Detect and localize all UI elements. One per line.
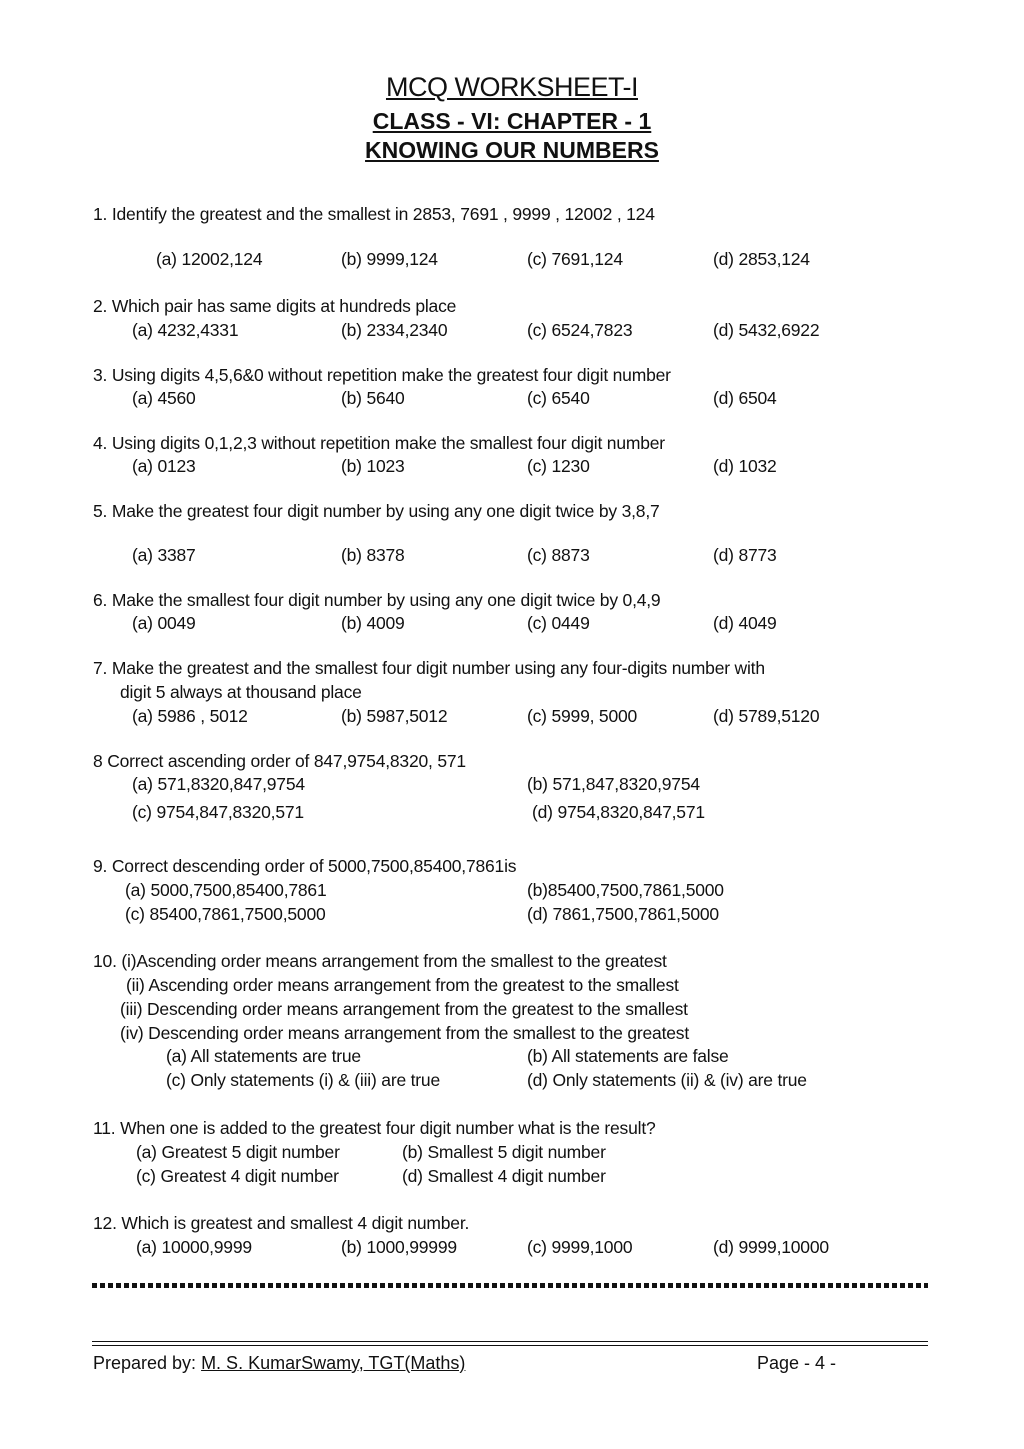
question-12-text: 12. Which is greatest and smallest 4 digit number. (93, 1213, 470, 1233)
question-1-option-c: (c) 7691,124 (527, 249, 623, 269)
question-10-statement-iii: (iii) Descending order means arrangement from the greatest to the smallest (120, 999, 688, 1019)
question-10-statement-ii: (ii) Ascending order means arrangement from the greatest to the smallest (126, 975, 679, 995)
footer-rule-top (92, 1341, 928, 1342)
question-3-option-b: (b) 5640 (341, 388, 405, 408)
question-3-option-c: (c) 6540 (527, 388, 590, 408)
question-6-text: 6. Make the smallest four digit number by using any one digit twice by 0,4,9 (93, 590, 661, 610)
question-12-option-b: (b) 1000,99999 (341, 1237, 457, 1257)
question-9-option-a: (a) 5000,7500,85400,7861 (125, 880, 327, 900)
question-12-option-a: (a) 10000,9999 (136, 1237, 252, 1257)
question-2-option-b: (b) 2334,2340 (341, 320, 448, 340)
question-11-text: 11. When one is added to the greatest four digit number what is the result? (93, 1118, 656, 1138)
question-11-option-b: (b) Smallest 5 digit number (402, 1142, 606, 1162)
question-11-option-a: (a) Greatest 5 digit number (136, 1142, 340, 1162)
question-7-option-b: (b) 5987,5012 (341, 706, 448, 726)
prepared-by-label: Prepared by: (93, 1353, 202, 1373)
question-8-option-a: (a) 571,8320,847,9754 (132, 774, 305, 794)
question-6-option-c: (c) 0449 (527, 613, 590, 633)
class-chapter-heading: CLASS - VI: CHAPTER - 1 (372, 108, 652, 134)
question-4-text: 4. Using digits 0,1,2,3 without repetition make the smallest four digit number (93, 433, 665, 453)
question-9-option-c: (c) 85400,7861,7500,5000 (125, 904, 326, 924)
page-number: Page - 4 - (757, 1353, 837, 1373)
question-10-option-c: (c) Only statements (i) & (iii) are true (166, 1070, 440, 1090)
question-7-option-d: (d) 5789,5120 (713, 706, 820, 726)
question-5-text: 5. Make the greatest four digit number by using any one digit twice by 3,8,7 (93, 501, 660, 521)
question-8-option-d: (d) 9754,8320,847,571 (532, 802, 705, 822)
question-11-option-c: (c) Greatest 4 digit number (136, 1166, 339, 1186)
question-1-text: 1. Identify the greatest and the smallest in 2853, 7691 , 9999 , 12002 , 124 (93, 204, 655, 224)
question-5-option-b: (b) 8378 (341, 545, 405, 565)
question-8-text: 8 Correct ascending order of 847,9754,8320, 571 (93, 751, 466, 771)
question-3-option-a: (a) 4560 (132, 388, 196, 408)
question-5-option-a: (a) 3387 (132, 545, 196, 565)
question-6-option-d: (d) 4049 (713, 613, 777, 633)
chapter-title: KNOWING OUR NUMBERS (365, 137, 659, 163)
question-5-option-d: (d) 8773 (713, 545, 777, 565)
question-10-statement-iv: (iv) Descending order means arrangement from the smallest to the greatest (120, 1023, 690, 1043)
question-10-option-a: (a) All statements are true (166, 1046, 361, 1066)
question-9-text: 9. Correct descending order of 5000,7500,85400,7861is (93, 856, 517, 876)
question-2-option-d: (d) 5432,6922 (713, 320, 820, 340)
question-7-option-c: (c) 5999, 5000 (527, 706, 638, 726)
question-12-option-c: (c) 9999,1000 (527, 1237, 633, 1257)
question-9-option-d: (d) 7861,7500,7861,5000 (527, 904, 719, 924)
question-2-option-c: (c) 6524,7823 (527, 320, 633, 340)
footer-rule-bottom (92, 1345, 928, 1346)
question-4-option-b: (b) 1023 (341, 456, 405, 476)
question-10-option-d: (d) Only statements (ii) & (iv) are true (527, 1070, 807, 1090)
question-5-option-c: (c) 8873 (527, 545, 590, 565)
question-2-text: 2. Which pair has same digits at hundreds place (93, 296, 457, 316)
worksheet-title: MCQ WORKSHEET-I (385, 72, 638, 102)
question-2-option-a: (a) 4232,4331 (132, 320, 239, 340)
question-3-text: 3. Using digits 4,5,6&0 without repetition make the greatest four digit number (93, 365, 671, 385)
question-7-text: 7. Make the greatest and the smallest four digit number using any four-digits number with (93, 658, 765, 678)
question-12-option-d: (d) 9999,10000 (713, 1237, 829, 1257)
question-9-option-b: (b)85400,7500,7861,5000 (527, 880, 724, 900)
question-8-option-b: (b) 571,847,8320,9754 (527, 774, 700, 794)
author-name: M. S. KumarSwamy, TGT(Maths) (201, 1353, 466, 1373)
question-7-text-line-2: digit 5 always at thousand place (120, 682, 362, 702)
question-1-option-d: (d) 2853,124 (713, 249, 810, 269)
question-6-option-a: (a) 0049 (132, 613, 196, 633)
question-4-option-c: (c) 1230 (527, 456, 590, 476)
question-1-option-a: (a) 12002,124 (156, 249, 263, 269)
question-10-option-b: (b) All statements are false (527, 1046, 729, 1066)
question-4-option-d: (d) 1032 (713, 456, 777, 476)
question-6-option-b: (b) 4009 (341, 613, 405, 633)
question-3-option-d: (d) 6504 (713, 388, 777, 408)
dotted-separator (92, 1283, 928, 1288)
question-10-statement-i: 10. (i)Ascending order means arrangement from the smallest to the greatest (93, 951, 667, 971)
question-4-option-a: (a) 0123 (132, 456, 196, 476)
footer-credit (93, 1353, 465, 1374)
question-7-option-a: (a) 5986 , 5012 (132, 706, 248, 726)
question-8-option-c: (c) 9754,847,8320,571 (132, 802, 304, 822)
question-11-option-d: (d) Smallest 4 digit number (402, 1166, 606, 1186)
question-1-option-b: (b) 9999,124 (341, 249, 438, 269)
